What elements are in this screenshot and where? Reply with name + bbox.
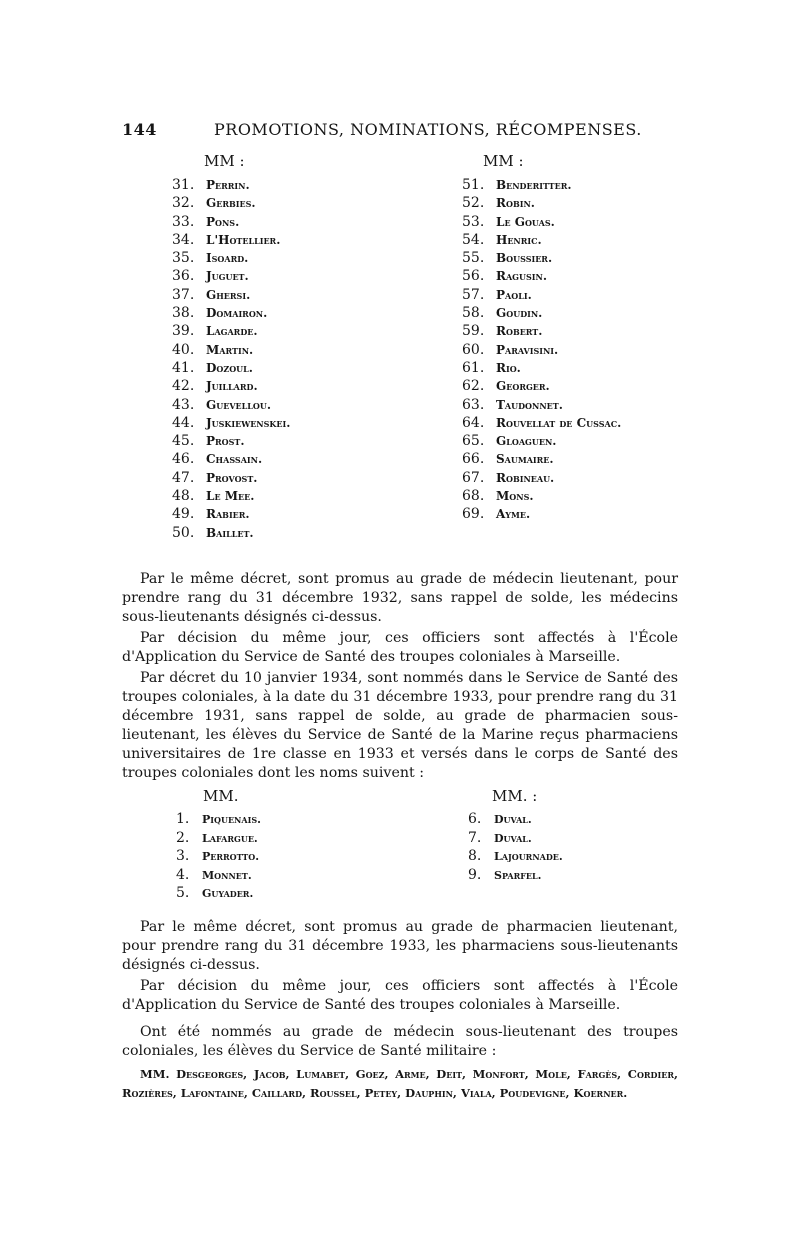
list-item-number: 52. <box>462 195 485 212</box>
list-item-number: 60. <box>462 341 485 358</box>
list-item-name: Gerbies. <box>206 196 256 211</box>
list-item-name: Le Mee. <box>206 489 255 504</box>
list-item <box>462 359 621 377</box>
list-item-number: 4. <box>176 866 190 883</box>
list-item <box>172 231 290 249</box>
list-item <box>172 322 290 340</box>
list-item-number: 57. <box>462 286 485 303</box>
list-item-number: 34. <box>172 231 195 248</box>
list-item-number: 65. <box>462 433 485 450</box>
list-item <box>172 377 290 395</box>
list-item <box>172 487 290 505</box>
list-item-name: Rabier. <box>206 507 250 522</box>
list-item <box>176 810 261 829</box>
pharmacists-col1-heading: MM. <box>203 787 239 805</box>
list-item-name: Robineau. <box>496 470 555 485</box>
list-item-name: Lajournade. <box>494 850 563 863</box>
list-item <box>462 396 621 414</box>
physicians-list-col2 <box>462 176 621 524</box>
list-item <box>468 829 563 848</box>
list-item <box>462 432 621 450</box>
list-item-number: 63. <box>462 396 485 413</box>
list-item-number: 45. <box>172 433 195 450</box>
list-item-name: Rio. <box>496 360 521 375</box>
physicians-col1-heading: MM : <box>204 152 245 170</box>
list-item-name: Sparfel. <box>494 868 542 882</box>
list-item-name: Prost. <box>206 434 245 449</box>
list-item-number: 59. <box>462 323 485 340</box>
list-item <box>172 304 290 322</box>
list-item-number: 42. <box>172 378 195 395</box>
list-item-number: 66. <box>462 451 485 468</box>
paragraph-promotion-physicians: Par le même décret, sont promus au grade de médecin lieutenant, pour prendre rang du 31 décembre 1932, sans rappel de solde, les médecins sous-lieutenants désignés ci-dessus. <box>122 571 678 625</box>
list-item-number: 47. <box>172 469 195 486</box>
list-item-name: Guyader. <box>202 887 254 900</box>
list-item-name: Piquenais. <box>202 813 261 826</box>
list-item-name: Isoard. <box>206 251 249 266</box>
list-item <box>462 213 621 231</box>
list-item-number: 3. <box>176 848 190 864</box>
list-item-number: 53. <box>462 213 485 230</box>
list-item-name: Robin. <box>496 196 535 211</box>
list-item-name: Juillard. <box>206 379 258 394</box>
list-item-number: 9. <box>468 866 482 883</box>
list-item <box>172 524 290 542</box>
list-item <box>462 469 621 487</box>
page-number: 144 <box>122 120 157 139</box>
list-item <box>172 286 290 304</box>
list-item-name: Georger. <box>496 379 550 394</box>
list-item <box>172 213 290 231</box>
list-item-name: Perrotto. <box>202 850 260 863</box>
list-item <box>176 847 261 866</box>
list-item-number: 36. <box>172 268 195 285</box>
list-item <box>462 304 621 322</box>
list-item-number: 31. <box>172 177 195 193</box>
list-item-number: 48. <box>172 488 195 505</box>
list-item-number: 62. <box>462 378 485 395</box>
list-item-name: Gloaguen. <box>496 434 557 449</box>
list-item-name: Dozoul. <box>206 360 253 375</box>
list-item <box>462 231 621 249</box>
list-item-name: Taudonnet. <box>496 397 563 412</box>
list-item-number: 54. <box>462 231 485 248</box>
list-item-number: 43. <box>172 396 195 413</box>
list-item <box>462 450 621 468</box>
list-item <box>172 469 290 487</box>
list-item-name: Chassain. <box>206 452 263 467</box>
paragraph-assignment-pharmacists: Par décision du même jour, ces officiers sont affectés à l'École d'Application du Service de Santé des troupes coloniales à Marseille. <box>122 978 678 1013</box>
list-item-name: Paravisini. <box>496 342 559 357</box>
list-item-number: 44. <box>172 414 195 431</box>
list-item <box>462 487 621 505</box>
list-item-number: 5. <box>176 885 190 901</box>
list-item <box>462 377 621 395</box>
list-item-name: Ragusin. <box>496 269 547 284</box>
list-item-name: Lagarde. <box>206 324 258 339</box>
list-item-number: 49. <box>172 506 195 523</box>
paragraph-promotion-pharmacists: Par le même décret, sont promus au grade de pharmacien lieutenant, pour prendre rang du 31 décembre 1933, les pharmaciens sous-lieutenants désignés ci-dessus. <box>122 919 678 973</box>
list-item-name: Martin. <box>206 342 254 357</box>
list-item <box>468 810 563 829</box>
list-item <box>176 884 261 903</box>
list-item-number: 67. <box>462 469 485 486</box>
list-item-number: 68. <box>462 488 485 505</box>
physicians-col2-heading: MM : <box>483 152 524 170</box>
list-item-name: Saumaire. <box>496 452 554 467</box>
list-item <box>462 249 621 267</box>
paragraph-nomination-students: Ont été nommés au grade de médecin sous-lieutenant des troupes coloniales, les élèves du Service de Santé militaire : <box>122 1024 678 1059</box>
list-item-number: 41. <box>172 359 195 376</box>
list-item-name: Robert. <box>496 324 543 339</box>
list-item <box>462 505 621 523</box>
list-item-number: 50. <box>172 524 195 541</box>
list-item-number: 56. <box>462 268 485 285</box>
list-item <box>462 414 621 432</box>
list-item-number: 1. <box>176 811 190 827</box>
list-item-name: Rouvellat de Cussac. <box>496 415 622 430</box>
list-item <box>468 847 563 866</box>
list-item-name: Baillet. <box>206 525 254 540</box>
list-item <box>172 267 290 285</box>
list-item-number: 39. <box>172 323 195 340</box>
physicians-list-col1 <box>172 176 290 542</box>
list-item-name: Guevellou. <box>206 397 271 412</box>
list-item <box>176 829 261 848</box>
list-item-number: 35. <box>172 250 195 267</box>
list-item <box>462 322 621 340</box>
list-item-name: Duval. <box>494 813 532 826</box>
list-item-name: Le Gouas. <box>496 214 555 229</box>
list-item-number: 46. <box>172 451 195 468</box>
list-item-number: 7. <box>468 829 482 846</box>
list-item <box>172 450 290 468</box>
list-item-name: Perrin. <box>206 178 250 192</box>
list-item <box>172 176 290 194</box>
list-item-number: 51. <box>462 177 485 193</box>
list-item-number: 40. <box>172 341 195 358</box>
pharmacists-list-col1 <box>176 810 261 903</box>
list-item <box>172 396 290 414</box>
list-item <box>172 194 290 212</box>
list-item-name: Ayme. <box>496 507 531 522</box>
list-item-number: 6. <box>468 811 482 827</box>
list-item <box>462 286 621 304</box>
list-item-name: Benderitter. <box>496 178 572 192</box>
list-item-name: Ghersi. <box>206 287 251 302</box>
paragraph-decree-pharmacists: Par décret du 10 janvier 1934, sont nommés dans le Service de Santé des troupes coloniales, à la date du 31 décembre 1933, pour prendre rang du 31 décembre 1931, sans rappel de solde, au grade de pharmacien sous-lieutenant, les élèves du Service de Santé de la Marine reçus pharmaciens universitaires de 1re classe en 1933 et versés dans le corps de Santé des troupes coloniales dont les noms suivent : <box>122 670 678 781</box>
list-item-name: Provost. <box>206 470 258 485</box>
list-item-number: 69. <box>462 506 485 523</box>
list-item-number: 2. <box>176 829 190 846</box>
list-item <box>172 341 290 359</box>
list-item-number: 33. <box>172 213 195 230</box>
list-item-number: 37. <box>172 286 195 303</box>
list-item-number: 61. <box>462 359 485 376</box>
list-item <box>172 414 290 432</box>
list-item-number: 58. <box>462 305 485 322</box>
list-item-name: Lafargue. <box>202 831 258 845</box>
list-item-name: Goudin. <box>496 306 543 321</box>
list-item <box>462 194 621 212</box>
list-item <box>176 866 261 885</box>
list-item-name: Domairon. <box>206 306 268 321</box>
page-title: PROMOTIONS, NOMINATIONS, RÉCOMPENSES. <box>214 120 642 139</box>
list-item-name: Juskiewenskei. <box>206 415 291 430</box>
list-item <box>462 341 621 359</box>
student-names-list: MM. Desgeorges, Jacob, Lumabet, Goez, Arme, Deit, Monfort, Mole, Fargès, Cordier, Rozières, Lafontaine, Caillard, Roussel, Petey, Dauphin, Viala, Poudevigne, Koerner. <box>122 1067 678 1100</box>
list-item <box>462 176 621 194</box>
list-item-name: Pons. <box>206 214 240 229</box>
list-item-number: 64. <box>462 414 485 431</box>
list-item-name: Boussier. <box>496 251 553 266</box>
list-item-name: Paoli. <box>496 287 532 302</box>
list-item <box>172 359 290 377</box>
paragraph-assignment-physicians: Par décision du même jour, ces officiers sont affectés à l'École d'Application du Service de Santé des troupes coloniales à Marseille. <box>122 630 678 665</box>
list-item-name: L'Hotellier. <box>206 232 281 247</box>
list-item-name: Juguet. <box>206 269 249 284</box>
list-item <box>172 432 290 450</box>
list-item-name: Monnet. <box>202 868 252 882</box>
pharmacists-col2-heading: MM. : <box>492 787 538 805</box>
list-item <box>468 866 563 885</box>
list-item-name: Mons. <box>496 489 534 504</box>
list-item <box>172 249 290 267</box>
pharmacists-list-col2 <box>468 810 563 884</box>
list-item <box>172 505 290 523</box>
list-item-name: Duval. <box>494 831 532 845</box>
list-item <box>462 267 621 285</box>
list-item-number: 8. <box>468 848 482 864</box>
list-item-number: 55. <box>462 250 485 267</box>
list-item-number: 38. <box>172 305 195 322</box>
list-item-number: 32. <box>172 195 195 212</box>
list-item-name: Henric. <box>496 232 542 247</box>
